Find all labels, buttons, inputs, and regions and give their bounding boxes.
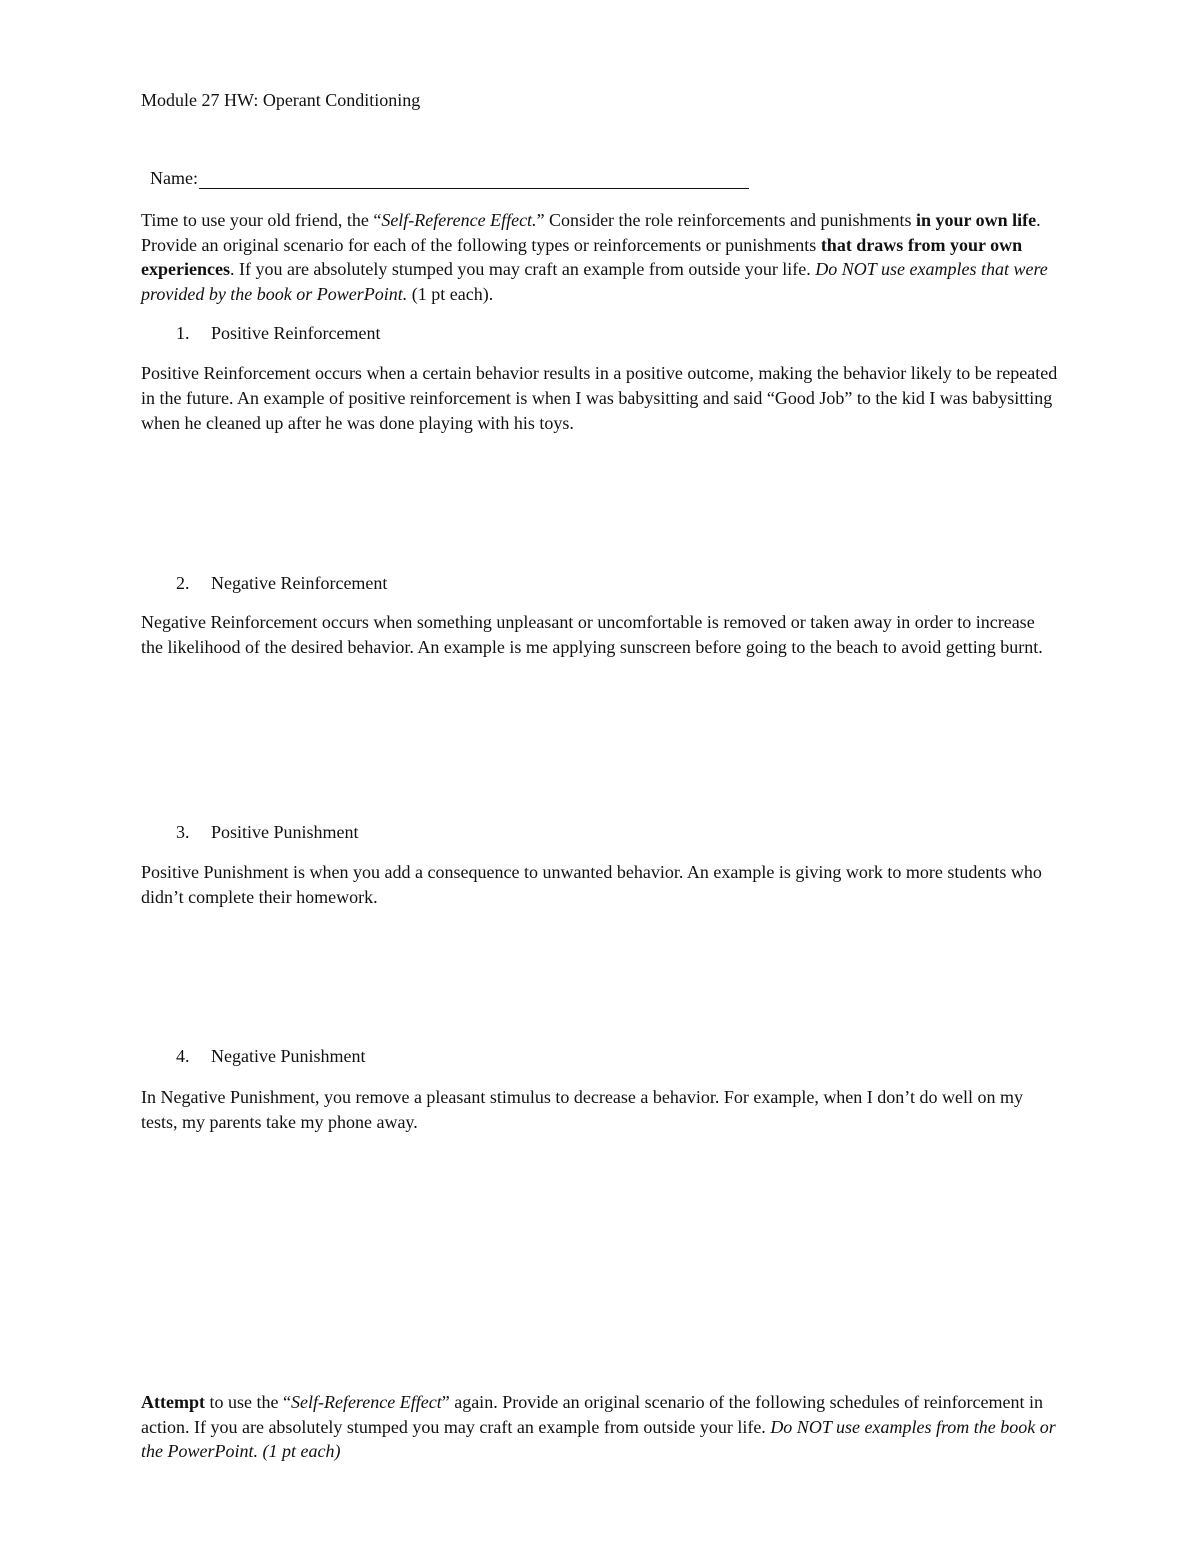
intro-text-4: . If you are absolutely stumped you may craft an example from outside your life. [229,259,816,280]
question-heading [176,820,359,844]
answer-paragraph: Negative Reinforcement occurs when something unpleasant or uncomfortable is removed or taken away in order to increase the likelihood of the desired behavior. An example is me applying sunscreen before going to the beach to avoid getting burnt. [141,612,1043,657]
intro-text-3: . Provide an original scenario for each of the following types or reinforcements or punishments [141,210,1041,255]
question-heading [176,571,387,595]
question-heading [176,321,380,345]
intro-italic-2: Do NOT use examples that were provided by the book or PowerPoint. [141,259,1048,305]
question-number: 1. [176,323,190,343]
question-label: Positive Reinforcement [211,323,381,343]
outro-text-2: ” again. Provide an original scenario of the following schedules of reinforcement in action. If you are absolutely stumped you may craft an example from outside your life. [141,1392,1044,1437]
document-title: Module 27 HW: Operant Conditioning [141,90,421,110]
outro-bold: Attempt [141,1392,205,1412]
question-heading [176,1044,365,1068]
intro-text-2: ” Consider the role reinforcements and punishments [536,210,916,230]
name-label: Name: [150,168,198,188]
outro-italic-2: Do NOT use examples from the book or the PowerPoint. (1 pt each) [141,1416,1056,1462]
outro-text-1: to use the “ [204,1392,291,1412]
intro-bold-1: in your own life [915,210,1037,230]
name-field [150,168,749,194]
question-label: Positive Punishment [211,822,359,842]
answer-paragraph: Positive Reinforcement occurs when a certain behavior results in a positive outcome, making the behavior likely to be repeated in the future. An example of positive reinforcement is when I was babysitting and said “Good Job” to the kid I was babysitting when he cleaned up after he was done playing with his toys. [141,363,1058,433]
question-number: 3. [176,822,190,842]
question-number: 4. [176,1046,190,1066]
outro-italic-1: Self-Reference Effect [290,1392,442,1412]
question-number: 2. [176,573,190,593]
intro-text-5: (1 pt each). [407,284,494,305]
schedules-instructions-paragraph [141,1390,1061,1464]
answer-paragraph: Positive Punishment is when you add a consequence to unwanted behavior. An example is giving work to more students who didn’t complete their homework. [141,862,1042,907]
name-blank-line[interactable] [199,168,749,189]
instructions-paragraph [141,208,1061,307]
answer-paragraph: In Negative Punishment, you remove a pleasant stimulus to decrease a behavior. For example, when I don’t do well on my tests, my parents take my phone away. [141,1087,1023,1132]
intro-italic-1: Self-Reference Effect. [381,210,537,230]
question-label: Negative Punishment [211,1046,366,1066]
intro-bold-2: that draws from your own experiences [141,234,1023,280]
intro-text-1: Time to use your old friend, the “ [141,210,382,230]
question-label: Negative Reinforcement [211,573,388,593]
